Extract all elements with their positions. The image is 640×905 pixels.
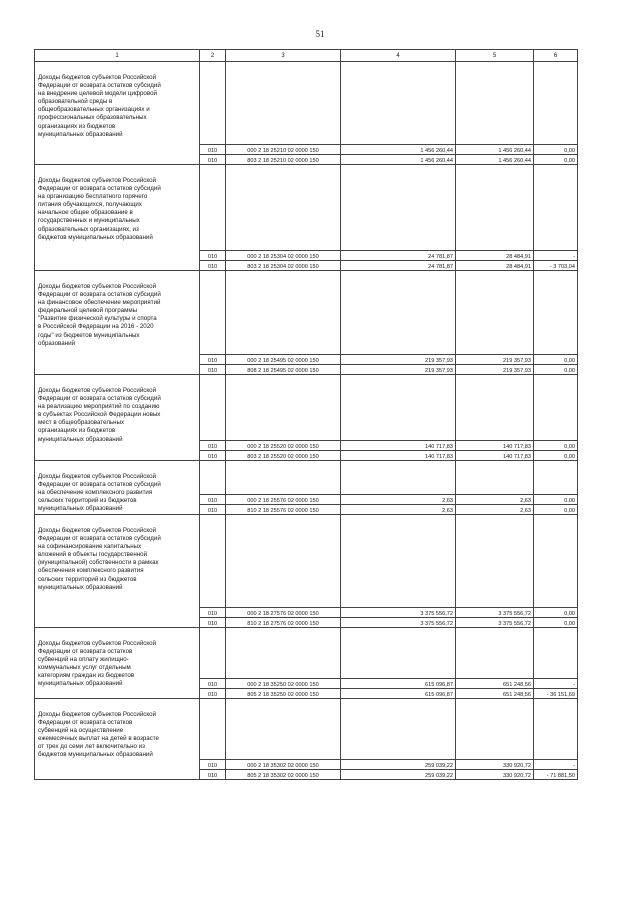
row-code: 010 — [200, 145, 226, 155]
empty-cell — [341, 62, 456, 145]
empty-cell — [200, 375, 226, 441]
value-col-4: 140 717,83 — [341, 451, 456, 461]
value-col-4: 219 357,93 — [341, 365, 456, 375]
value-col-5: 3 375 556,72 — [456, 618, 534, 628]
value-col-6: 0,00 — [534, 441, 578, 451]
empty-cell — [200, 515, 226, 608]
row-code: 010 — [200, 679, 226, 689]
row-code: 010 — [200, 355, 226, 365]
budget-classification-code: 810 2 18 25576 02 0000 150 — [226, 505, 341, 515]
empty-cell — [456, 628, 534, 679]
value-col-5: 28 484,91 — [456, 261, 534, 271]
table-row-spacer — [35, 461, 578, 495]
empty-cell — [226, 271, 341, 355]
budget-classification-code: 000 2 18 27576 02 0000 150 — [226, 608, 341, 618]
empty-cell — [456, 271, 534, 355]
empty-cell — [534, 62, 578, 145]
table-row-spacer — [35, 375, 578, 441]
value-col-4: 259 039,22 — [341, 770, 456, 780]
value-col-4: 3 375 556,72 — [341, 608, 456, 618]
value-col-6: 0,00 — [534, 451, 578, 461]
row-code: 010 — [200, 365, 226, 375]
budget-classification-code: 810 2 18 27576 02 0000 150 — [226, 618, 341, 628]
empty-cell — [226, 62, 341, 145]
budget-classification-code: 000 2 18 25576 02 0000 150 — [226, 495, 341, 505]
row-code: 010 — [200, 608, 226, 618]
value-col-5: 2,63 — [456, 505, 534, 515]
empty-cell — [534, 628, 578, 679]
revenue-item-name: Доходы бюджетов субъектов Российской Федерации от возврата остатков субсидий на финансовое обеспечение мероприятий федеральной целевой программы "Развитие физической культуры и спорта в Российской Федерации на 2016 - 2020 годы" из бюджетов муниципальных образований — [35, 271, 200, 375]
revenue-item-name: Доходы бюджетов субъектов Российской Федерации от возврата остатков субсидий на софинансирование капитальных вложений в объекты государственной (муниципальной) собственности в рамках обеспечения комплексного развития сельских территорий из бюджетов муниципальных образований — [35, 515, 200, 628]
row-code: 010 — [200, 451, 226, 461]
empty-cell — [456, 699, 534, 760]
value-col-4: 259 039,22 — [341, 760, 456, 770]
row-code: 010 — [200, 689, 226, 699]
empty-cell — [341, 375, 456, 441]
empty-cell — [534, 461, 578, 495]
empty-cell — [534, 375, 578, 441]
row-code: 010 — [200, 155, 226, 165]
empty-cell — [341, 461, 456, 495]
value-col-4: 24 781,87 — [341, 251, 456, 261]
empty-cell — [341, 515, 456, 608]
empty-cell — [456, 515, 534, 608]
empty-cell — [200, 62, 226, 145]
revenue-item-name: Доходы бюджетов субъектов Российской Федерации от возврата остатков субсидий на обеспечение комплексного развития сельских территорий из бюджетов муниципальных образований — [35, 461, 200, 515]
value-col-5: 3 375 556,72 — [456, 608, 534, 618]
empty-cell — [200, 628, 226, 679]
budget-classification-code: 000 2 18 35250 02 0000 150 — [226, 679, 341, 689]
revenue-table — [34, 49, 578, 780]
value-col-5: 219 357,93 — [456, 355, 534, 365]
value-col-4: 2,63 — [341, 495, 456, 505]
revenue-item-name: Доходы бюджетов субъектов Российской Федерации от возврата остатков субсидий на реализацию мероприятий по созданию в субъектах Российской Федерации новых мест в общеобразовательных организациях из бюджетов муниципальных образований — [35, 375, 200, 461]
budget-classification-code: 000 2 18 25495 02 0000 150 — [226, 355, 341, 365]
value-col-6: - 36 151,69 — [534, 689, 578, 699]
value-col-6: - — [534, 679, 578, 689]
value-col-4: 1 456 260,44 — [341, 155, 456, 165]
revenue-item-name: Доходы бюджетов субъектов Российской Федерации от возврата остатков субсидий на внедрение целевой модели цифровой образовательной среды в общеобразовательных организациях и профессиональных образовательных организациях из бюджетов муниципальных образований — [35, 62, 200, 165]
column-header: 3 — [226, 50, 341, 62]
empty-cell — [456, 461, 534, 495]
column-header: 4 — [341, 50, 456, 62]
value-col-5: 651 248,56 — [456, 689, 534, 699]
empty-cell — [456, 62, 534, 145]
table-row-spacer — [35, 699, 578, 760]
value-col-6: - — [534, 760, 578, 770]
value-col-6: - — [534, 251, 578, 261]
value-col-5: 2,63 — [456, 495, 534, 505]
budget-classification-code: 000 2 18 35302 02 0000 150 — [226, 760, 341, 770]
table-row-spacer — [35, 628, 578, 679]
empty-cell — [534, 271, 578, 355]
page-number: 51 — [315, 29, 325, 39]
value-col-4: 615 096,87 — [341, 679, 456, 689]
table-row-spacer — [35, 165, 578, 251]
budget-classification-code: 803 2 18 25304 02 0000 150 — [226, 261, 341, 271]
empty-cell — [226, 628, 341, 679]
empty-cell — [226, 461, 341, 495]
value-col-4: 219 357,93 — [341, 355, 456, 365]
column-header: 1 — [35, 50, 200, 62]
value-col-5: 1 456 260,44 — [456, 145, 534, 155]
empty-cell — [341, 628, 456, 679]
value-col-4: 2,63 — [341, 505, 456, 515]
value-col-6: 0,00 — [534, 355, 578, 365]
value-col-6: - 3 703,04 — [534, 261, 578, 271]
empty-cell — [456, 165, 534, 251]
budget-classification-code: 805 2 18 35302 02 0000 150 — [226, 770, 341, 780]
value-col-4: 1 456 260,44 — [341, 145, 456, 155]
revenue-item-name: Доходы бюджетов субъектов Российской Федерации от возврата остатков субвенций на оплату жилищно- коммунальных услуг отдельным категориям граждан из бюджетов муниципальных образований — [35, 628, 200, 699]
table-row-spacer — [35, 62, 578, 145]
budget-classification-code: 000 2 18 25520 02 0000 150 — [226, 441, 341, 451]
value-col-4: 24 781,87 — [341, 261, 456, 271]
value-col-5: 28 484,91 — [456, 251, 534, 261]
budget-classification-code: 000 2 18 25210 02 0000 150 — [226, 145, 341, 155]
row-code: 010 — [200, 505, 226, 515]
header-row — [35, 50, 578, 62]
value-col-5: 651 248,56 — [456, 679, 534, 689]
value-col-5: 330 920,72 — [456, 770, 534, 780]
empty-cell — [534, 699, 578, 760]
revenue-item-name: Доходы бюджетов субъектов Российской Федерации от возврата остатков субвенций на осуществление ежемесячных выплат на детей в возрасте от трех до семи лет включительно из бюджетов муниципальных образований — [35, 699, 200, 780]
value-col-6: - 71 881,50 — [534, 770, 578, 780]
value-col-5: 140 717,83 — [456, 451, 534, 461]
value-col-6: 0,00 — [534, 618, 578, 628]
empty-cell — [226, 699, 341, 760]
row-code: 010 — [200, 441, 226, 451]
value-col-6: 0,00 — [534, 505, 578, 515]
empty-cell — [456, 375, 534, 441]
empty-cell — [534, 165, 578, 251]
row-code: 010 — [200, 251, 226, 261]
empty-cell — [341, 165, 456, 251]
row-code: 010 — [200, 261, 226, 271]
empty-cell — [341, 271, 456, 355]
column-header: 2 — [200, 50, 226, 62]
empty-cell — [200, 271, 226, 355]
table-row-spacer — [35, 271, 578, 355]
budget-classification-code: 805 2 18 35250 02 0000 150 — [226, 689, 341, 699]
empty-cell — [226, 165, 341, 251]
revenue-item-name: Доходы бюджетов субъектов Российской Федерации от возврата остатков субсидий на организацию бесплатного горячего питания обучающихся, получающих начальное общее образование в государственных и муниципальных образовательных организациях, из бюджетов муниципальных образований — [35, 165, 200, 271]
budget-classification-code: 808 2 18 25495 02 0000 150 — [226, 365, 341, 375]
value-col-5: 330 920,72 — [456, 760, 534, 770]
budget-classification-code: 803 2 18 25520 02 0000 150 — [226, 451, 341, 461]
value-col-6: 0,00 — [534, 145, 578, 155]
row-code: 010 — [200, 760, 226, 770]
value-col-6: 0,00 — [534, 365, 578, 375]
value-col-4: 140 717,83 — [341, 441, 456, 451]
empty-cell — [534, 515, 578, 608]
budget-classification-code: 000 2 18 25304 02 0000 150 — [226, 251, 341, 261]
empty-cell — [226, 515, 341, 608]
value-col-6: 0,00 — [534, 155, 578, 165]
value-col-4: 615 096,87 — [341, 689, 456, 699]
value-col-5: 1 456 260,44 — [456, 155, 534, 165]
table-row-spacer — [35, 515, 578, 608]
column-header: 6 — [534, 50, 578, 62]
value-col-6: 0,00 — [534, 608, 578, 618]
empty-cell — [200, 165, 226, 251]
empty-cell — [226, 375, 341, 441]
row-code: 010 — [200, 495, 226, 505]
value-col-5: 219 357,93 — [456, 365, 534, 375]
row-code: 010 — [200, 618, 226, 628]
budget-classification-code: 803 2 18 25210 02 0000 150 — [226, 155, 341, 165]
column-header: 5 — [456, 50, 534, 62]
value-col-6: 0,00 — [534, 495, 578, 505]
empty-cell — [200, 699, 226, 760]
value-col-5: 140 717,83 — [456, 441, 534, 451]
empty-cell — [341, 699, 456, 760]
value-col-4: 3 375 556,72 — [341, 618, 456, 628]
row-code: 010 — [200, 770, 226, 780]
empty-cell — [200, 461, 226, 495]
